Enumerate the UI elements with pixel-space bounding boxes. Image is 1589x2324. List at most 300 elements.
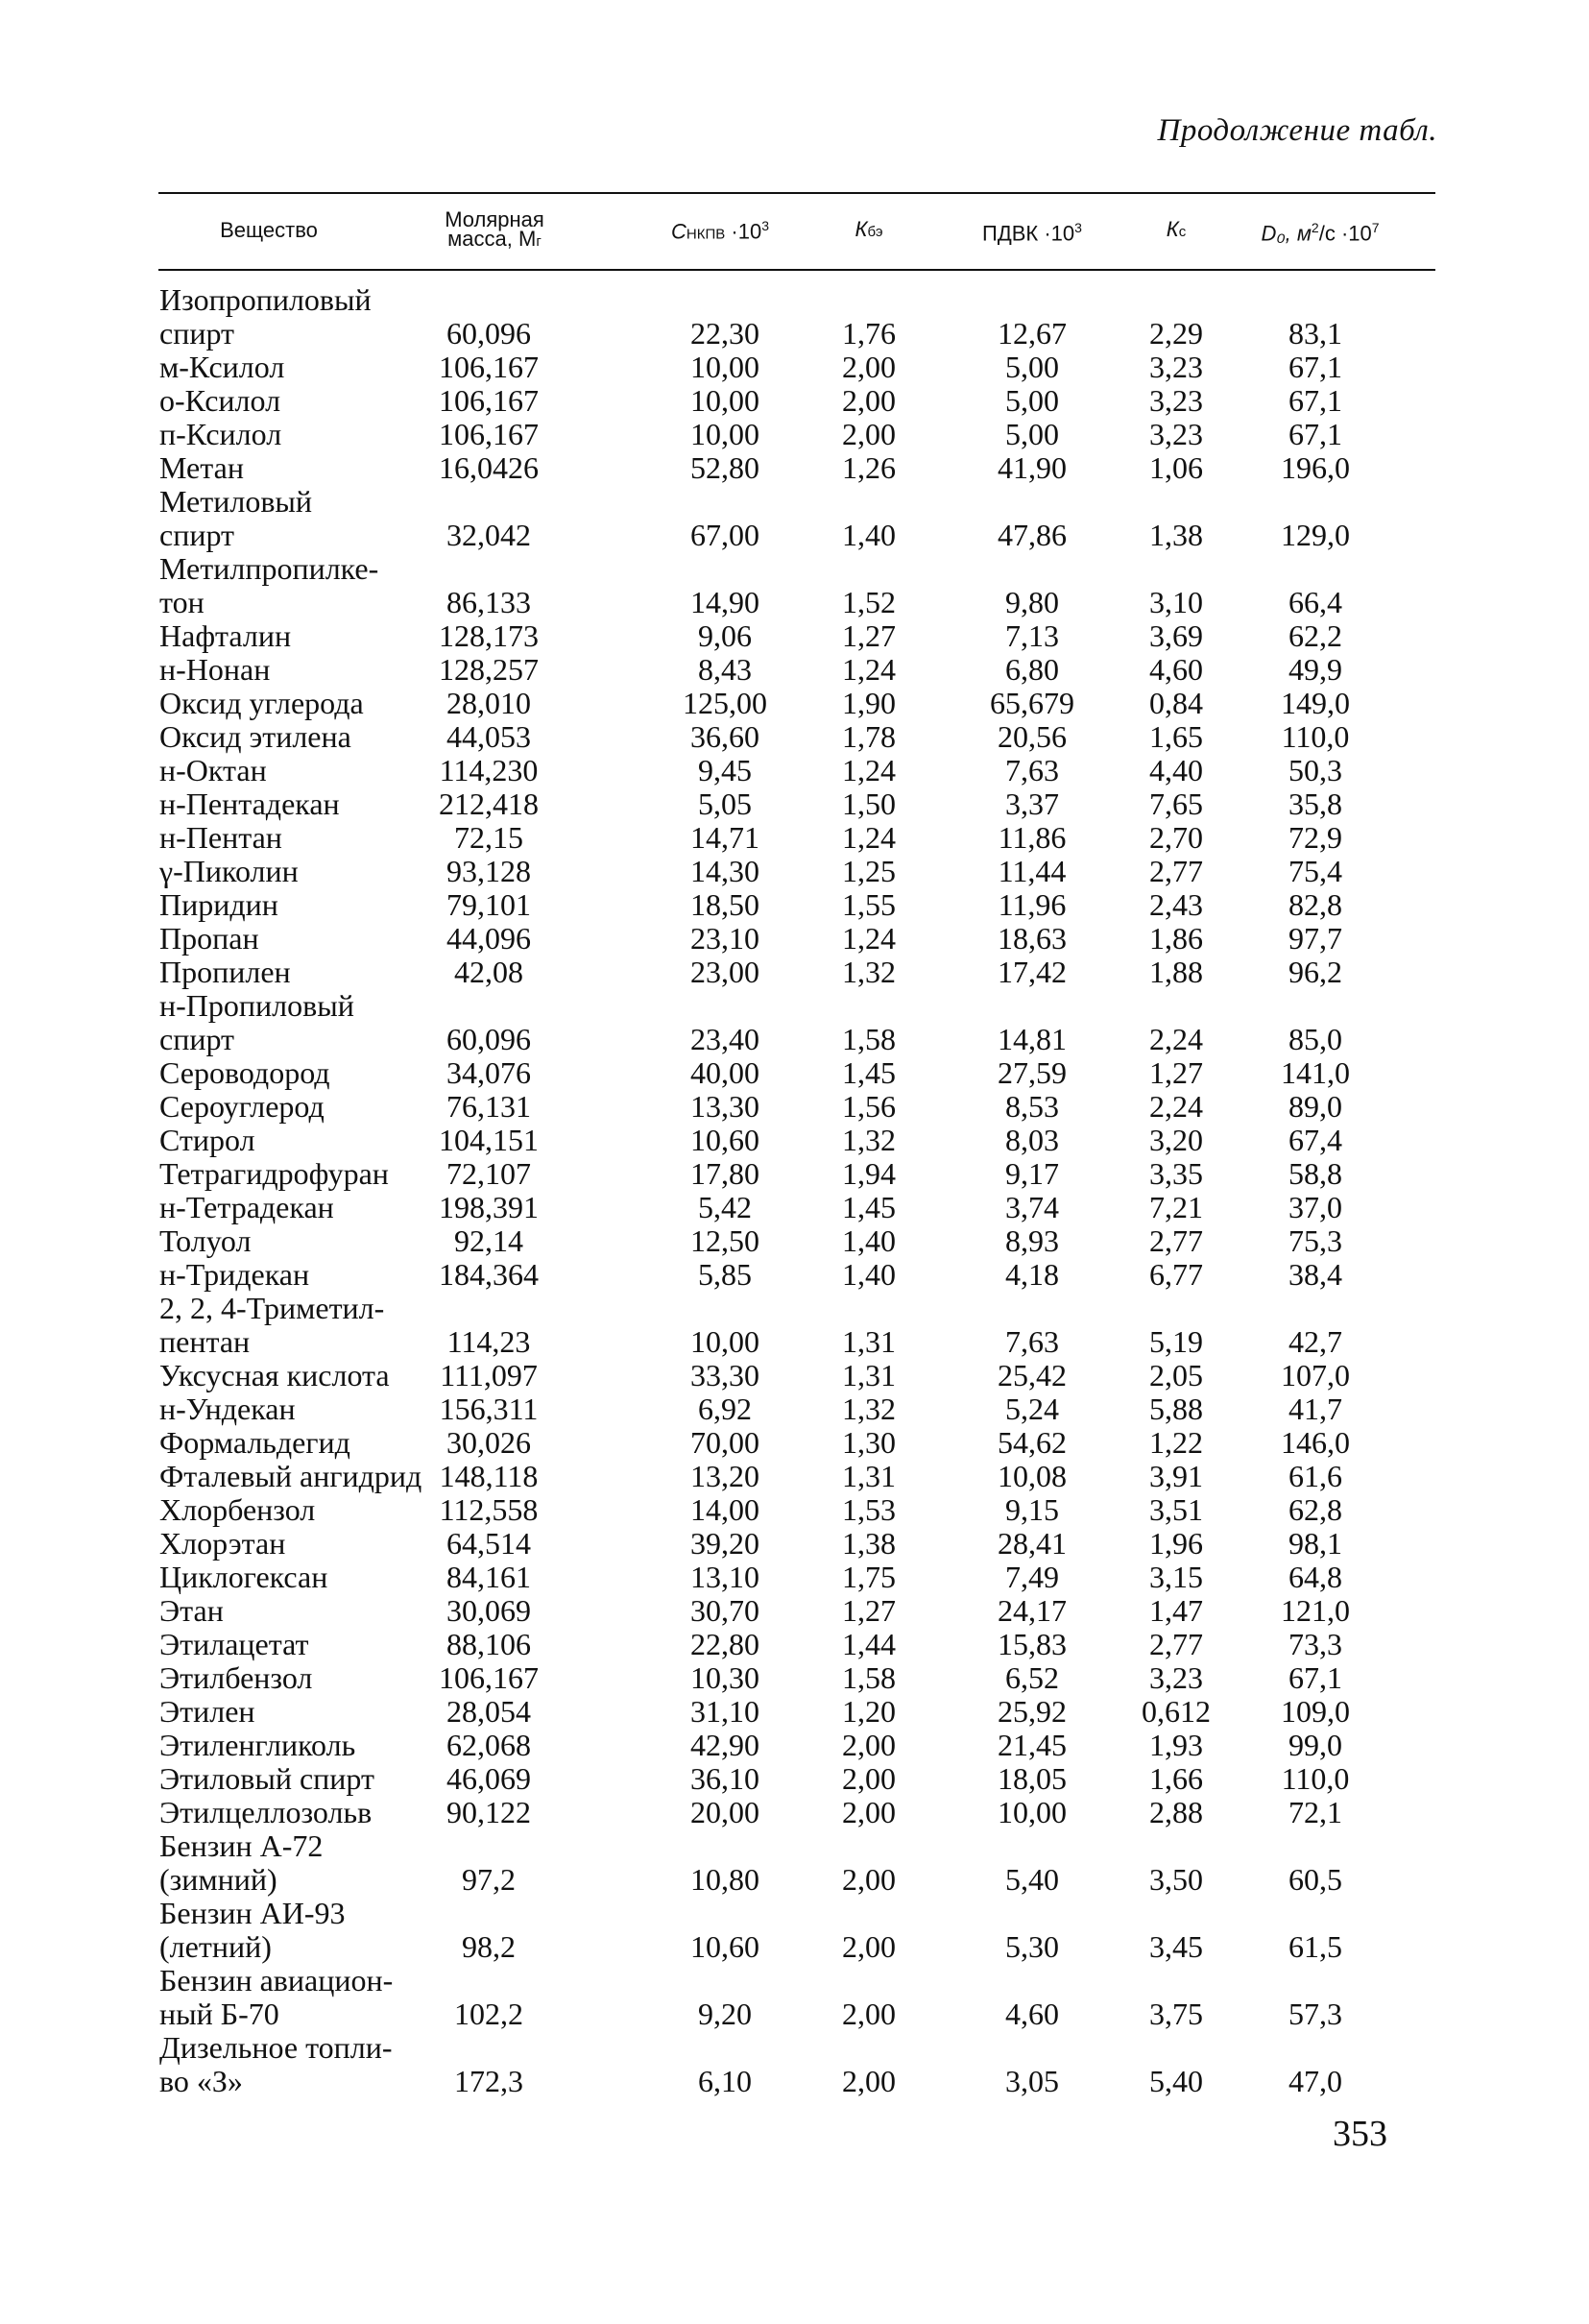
- value-cell: 1,24: [842, 753, 896, 787]
- value-cell: 2,00: [842, 383, 896, 418]
- value-cell: 23,40: [690, 1022, 759, 1056]
- table-row: [0, 821, 1589, 855]
- value-cell: 1,38: [842, 1526, 896, 1561]
- substance-name-cell: Метиловый: [159, 484, 313, 519]
- substance-name-cell: н-Октан: [159, 753, 267, 787]
- value-cell: 14,30: [690, 854, 759, 888]
- value-cell: 2,00: [842, 2064, 896, 2098]
- value-cell: 10,00: [690, 417, 759, 451]
- table-row: [0, 1056, 1589, 1090]
- value-cell: 1,27: [1149, 1055, 1203, 1090]
- value-cell: 9,45: [698, 753, 752, 787]
- table-row: [0, 418, 1589, 451]
- table-row: [0, 1729, 1589, 1762]
- value-cell: 16,0426: [439, 450, 539, 485]
- table-row: [0, 1023, 1589, 1056]
- value-cell: 114,23: [446, 1324, 531, 1359]
- value-cell: 97,7: [1288, 921, 1342, 956]
- value-cell: 106,167: [439, 383, 539, 418]
- value-cell: 1,75: [842, 1560, 896, 1594]
- value-cell: 72,1: [1288, 1795, 1342, 1829]
- value-cell: 23,10: [690, 921, 759, 956]
- substance-name-cell: Этилцеллозольв: [159, 1795, 373, 1829]
- value-cell: 3,23: [1149, 417, 1203, 451]
- substance-name-cell: н-Нонан: [159, 652, 271, 687]
- value-cell: 1,66: [1149, 1761, 1203, 1796]
- value-cell: 1,45: [842, 1190, 896, 1224]
- substance-name-cell: Метан: [159, 450, 244, 485]
- value-cell: 7,49: [1005, 1560, 1059, 1594]
- value-cell: 75,4: [1288, 854, 1342, 888]
- value-cell: 11,44: [998, 854, 1067, 888]
- substance-name-cell: о-Ксилол: [159, 383, 281, 418]
- value-cell: 12,67: [998, 316, 1067, 351]
- substance-name-cell: Бензин АИ-93: [159, 1896, 346, 1930]
- value-cell: 18,05: [998, 1761, 1067, 1796]
- value-cell: 128,257: [439, 652, 539, 687]
- value-cell: 5,05: [698, 787, 752, 821]
- value-cell: 64,514: [446, 1526, 531, 1561]
- value-cell: 2,24: [1149, 1089, 1203, 1124]
- substance-name-cell: Этан: [159, 1593, 224, 1628]
- value-cell: 1,40: [842, 1223, 896, 1258]
- substance-name-cell: спирт: [159, 518, 235, 552]
- table-row: [0, 1897, 1589, 1930]
- value-cell: 1,31: [842, 1459, 896, 1493]
- value-cell: 10,08: [998, 1459, 1067, 1493]
- value-cell: 14,00: [690, 1492, 759, 1527]
- value-cell: 9,80: [1005, 585, 1059, 619]
- value-cell: 5,40: [1149, 2064, 1203, 2098]
- substance-name-cell: Изопропиловый: [159, 282, 372, 317]
- value-cell: 5,19: [1149, 1324, 1203, 1359]
- table-header: [0, 192, 1589, 269]
- page-number: 353: [1333, 2114, 1387, 2154]
- value-cell: 58,8: [1288, 1156, 1342, 1191]
- value-cell: 1,27: [842, 1593, 896, 1628]
- value-cell: 31,10: [690, 1694, 759, 1729]
- value-cell: 12,50: [690, 1223, 759, 1258]
- value-cell: 97,2: [462, 1862, 516, 1897]
- value-cell: 10,00: [690, 1324, 759, 1359]
- table-row: [0, 956, 1589, 989]
- value-cell: 52,80: [690, 450, 759, 485]
- table-row: [0, 351, 1589, 384]
- value-cell: 62,068: [446, 1728, 531, 1762]
- value-cell: 2,70: [1149, 820, 1203, 855]
- value-cell: 11,96: [998, 887, 1067, 922]
- substance-name-cell: н-Ундекан: [159, 1392, 296, 1426]
- value-cell: 1,58: [842, 1022, 896, 1056]
- value-cell: 17,80: [690, 1156, 759, 1191]
- substance-name-cell: Метилпропилке-: [159, 551, 379, 586]
- value-cell: 1,32: [842, 1392, 896, 1426]
- header-pdvk-label: ПДВК $\cdot 10^3$: [982, 219, 1082, 246]
- value-cell: 0,612: [1142, 1694, 1211, 1729]
- value-cell: 41,90: [998, 450, 1067, 485]
- value-cell: 109,0: [1281, 1694, 1350, 1729]
- value-cell: 67,1: [1288, 1660, 1342, 1695]
- value-cell: 2,77: [1149, 1223, 1203, 1258]
- table-row: [0, 1863, 1589, 1897]
- value-cell: 30,026: [446, 1425, 531, 1460]
- value-cell: 7,13: [1005, 618, 1059, 653]
- value-cell: 2,00: [842, 1929, 896, 1964]
- table-row: [0, 317, 1589, 351]
- value-cell: 3,91: [1149, 1459, 1203, 1493]
- table-row: [0, 1460, 1589, 1493]
- value-cell: 22,30: [690, 316, 759, 351]
- value-cell: 1,52: [842, 585, 896, 619]
- value-cell: 1,47: [1149, 1593, 1203, 1628]
- value-cell: 30,069: [446, 1593, 531, 1628]
- value-cell: 5,00: [1005, 417, 1059, 451]
- value-cell: 67,00: [690, 518, 759, 552]
- table-row: [0, 1325, 1589, 1359]
- value-cell: 47,86: [998, 518, 1067, 552]
- substance-name-cell: Сероуглерод: [159, 1089, 325, 1124]
- value-cell: 1,24: [842, 652, 896, 687]
- header-c-nkpv-label: СНКПВ $\cdot 10^3$: [671, 218, 769, 244]
- value-cell: 3,50: [1149, 1862, 1203, 1897]
- value-cell: 67,4: [1288, 1123, 1342, 1157]
- value-cell: 128,173: [439, 618, 539, 653]
- substance-name-cell: Нафталин: [159, 618, 292, 653]
- value-cell: 198,391: [439, 1190, 539, 1224]
- value-cell: 14,90: [690, 585, 759, 619]
- value-cell: 129,0: [1281, 518, 1350, 552]
- substance-name-cell: Этилен: [159, 1694, 255, 1729]
- value-cell: 10,60: [690, 1929, 759, 1964]
- header-molar-mass: [422, 192, 566, 269]
- value-cell: 67,1: [1288, 350, 1342, 384]
- value-cell: 2,00: [842, 417, 896, 451]
- value-cell: 156,311: [439, 1392, 539, 1426]
- value-cell: 3,10: [1149, 585, 1203, 619]
- table-row: [0, 1661, 1589, 1695]
- substance-name-cell: н-Пентан: [159, 820, 282, 855]
- value-cell: 10,00: [690, 350, 759, 384]
- value-cell: 3,35: [1149, 1156, 1203, 1191]
- value-cell: 112,558: [439, 1492, 539, 1527]
- value-cell: 2,05: [1149, 1358, 1203, 1392]
- value-cell: 114,230: [439, 753, 539, 787]
- table-row: [0, 552, 1589, 586]
- table-row: [0, 1426, 1589, 1460]
- value-cell: 93,128: [446, 854, 531, 888]
- value-cell: 9,17: [1005, 1156, 1059, 1191]
- value-cell: 2,00: [842, 1997, 896, 2031]
- value-cell: 5,42: [698, 1190, 752, 1224]
- value-cell: 106,167: [439, 1660, 539, 1695]
- substance-name-cell: Фталевый ангидрид: [159, 1459, 422, 1493]
- value-cell: 141,0: [1281, 1055, 1350, 1090]
- value-cell: 5,00: [1005, 383, 1059, 418]
- table-row: [0, 989, 1589, 1023]
- header-k-c: [1128, 192, 1224, 269]
- value-cell: 41,7: [1288, 1392, 1342, 1426]
- substance-name-cell: Этиловый спирт: [159, 1761, 374, 1796]
- value-cell: 1,45: [842, 1055, 896, 1090]
- value-cell: 13,10: [690, 1560, 759, 1594]
- value-cell: 35,8: [1288, 787, 1342, 821]
- substance-name-cell: Уксусная кислота: [159, 1358, 390, 1392]
- header-molar-sub: г: [536, 232, 542, 250]
- value-cell: 7,65: [1149, 787, 1203, 821]
- table-row: [0, 451, 1589, 485]
- value-cell: 25,92: [998, 1694, 1067, 1729]
- value-cell: 3,74: [1005, 1190, 1059, 1224]
- header-c-nkpv: [634, 192, 807, 269]
- value-cell: 82,8: [1288, 887, 1342, 922]
- value-cell: 14,81: [998, 1022, 1067, 1056]
- value-cell: 46,069: [446, 1761, 531, 1796]
- table-row: [0, 1124, 1589, 1157]
- value-cell: 10,60: [690, 1123, 759, 1157]
- value-cell: 18,63: [998, 921, 1067, 956]
- value-cell: 3,23: [1149, 1660, 1203, 1695]
- value-cell: 1,90: [842, 686, 896, 720]
- substance-name-cell: м-Ксилол: [159, 350, 285, 384]
- value-cell: 1,20: [842, 1694, 896, 1729]
- value-cell: 70,00: [690, 1425, 759, 1460]
- value-cell: 36,60: [690, 719, 759, 754]
- value-cell: 75,3: [1288, 1223, 1342, 1258]
- value-cell: 1,38: [1149, 518, 1203, 552]
- value-cell: 72,9: [1288, 820, 1342, 855]
- value-cell: 107,0: [1281, 1358, 1350, 1392]
- value-cell: 42,7: [1288, 1324, 1342, 1359]
- value-cell: 2,00: [842, 1761, 896, 1796]
- value-cell: 10,30: [690, 1660, 759, 1695]
- value-cell: 37,0: [1288, 1190, 1342, 1224]
- value-cell: 98,2: [462, 1929, 516, 1964]
- value-cell: 65,679: [990, 686, 1074, 720]
- header-diffusion-label: D₀, $м^2/с \cdot 10^7$: [1261, 219, 1380, 246]
- value-cell: 72,107: [446, 1156, 531, 1191]
- value-cell: 1,78: [842, 719, 896, 754]
- value-cell: 67,1: [1288, 417, 1342, 451]
- value-cell: 10,00: [998, 1795, 1067, 1829]
- value-cell: 196,0: [1281, 450, 1350, 485]
- value-cell: 13,20: [690, 1459, 759, 1493]
- value-cell: 17,42: [998, 955, 1067, 989]
- value-cell: 8,03: [1005, 1123, 1059, 1157]
- table-row: [0, 687, 1589, 720]
- value-cell: 1,30: [842, 1425, 896, 1460]
- substance-name-cell: Бензин А-72: [159, 1828, 324, 1863]
- substance-name-cell: Формальдегид: [159, 1425, 350, 1460]
- value-cell: 47,0: [1288, 2064, 1342, 2098]
- value-cell: 83,1: [1288, 316, 1342, 351]
- value-cell: 1,53: [842, 1492, 896, 1527]
- value-cell: 39,20: [690, 1526, 759, 1561]
- table-row: [0, 1191, 1589, 1224]
- table-row: [0, 720, 1589, 754]
- table-row: [0, 1829, 1589, 1863]
- value-cell: 10,80: [690, 1862, 759, 1897]
- value-cell: 111,097: [440, 1358, 538, 1392]
- value-cell: 32,042: [446, 518, 531, 552]
- value-cell: 60,5: [1288, 1862, 1342, 1897]
- value-cell: 1,86: [1149, 921, 1203, 956]
- value-cell: 38,4: [1288, 1257, 1342, 1292]
- substance-name-cell: Оксид углерода: [159, 686, 364, 720]
- value-cell: 90,122: [446, 1795, 531, 1829]
- value-cell: 79,101: [446, 887, 531, 922]
- value-cell: 110,0: [1281, 1761, 1350, 1796]
- substance-name-cell: спирт: [159, 316, 235, 351]
- substance-name-cell: Пиридин: [159, 887, 278, 922]
- value-cell: 102,2: [454, 1997, 523, 2031]
- table-row: [0, 1359, 1589, 1392]
- substance-name-cell: н-Тридекан: [159, 1257, 310, 1292]
- value-cell: 149,0: [1281, 686, 1350, 720]
- value-cell: 184,364: [439, 1257, 539, 1292]
- value-cell: 9,15: [1005, 1492, 1059, 1527]
- value-cell: 1,32: [842, 955, 896, 989]
- value-cell: 3,20: [1149, 1123, 1203, 1157]
- value-cell: 64,8: [1288, 1560, 1342, 1594]
- table-row: [0, 1964, 1589, 1997]
- value-cell: 67,1: [1288, 383, 1342, 418]
- header-substance: [187, 192, 350, 269]
- value-cell: 2,43: [1149, 887, 1203, 922]
- substance-name-cell: н-Пропиловый: [159, 988, 354, 1023]
- value-cell: 76,131: [446, 1089, 531, 1124]
- value-cell: 6,80: [1005, 652, 1059, 687]
- value-cell: 1,76: [842, 316, 896, 351]
- value-cell: 92,14: [454, 1223, 523, 1258]
- table-row: [0, 619, 1589, 653]
- value-cell: 60,096: [446, 316, 531, 351]
- value-cell: 125,00: [683, 686, 767, 720]
- value-cell: 8,43: [698, 652, 752, 687]
- value-cell: 60,096: [446, 1022, 531, 1056]
- table-row: [0, 1224, 1589, 1258]
- value-cell: 3,15: [1149, 1560, 1203, 1594]
- table-row: [0, 787, 1589, 821]
- value-cell: 212,418: [439, 787, 539, 821]
- table-row: [0, 855, 1589, 888]
- value-cell: 1,88: [1149, 955, 1203, 989]
- value-cell: 121,0: [1281, 1593, 1350, 1628]
- value-cell: 1,27: [842, 618, 896, 653]
- value-cell: 2,00: [842, 1728, 896, 1762]
- header-diffusion: [1229, 192, 1411, 269]
- substance-name-cell: Стирол: [159, 1123, 255, 1157]
- value-cell: 5,30: [1005, 1929, 1059, 1964]
- table-body: [0, 283, 1589, 2098]
- value-cell: 20,56: [998, 719, 1067, 754]
- table-row: [0, 1695, 1589, 1729]
- value-cell: 110,0: [1281, 719, 1350, 754]
- substance-name-cell: Дизельное топли-: [159, 2030, 393, 2065]
- header-pdvk: [946, 192, 1119, 269]
- table-row: [0, 384, 1589, 418]
- value-cell: 1,25: [842, 854, 896, 888]
- value-cell: 7,21: [1149, 1190, 1203, 1224]
- header-substance-label: Вещество: [220, 218, 318, 242]
- value-cell: 7,63: [1005, 1324, 1059, 1359]
- value-cell: 3,51: [1149, 1492, 1203, 1527]
- substance-name-cell: Хлорэтан: [159, 1526, 286, 1561]
- value-cell: 1,32: [842, 1123, 896, 1157]
- value-cell: 148,118: [439, 1459, 539, 1493]
- value-cell: 1,44: [842, 1627, 896, 1661]
- value-cell: 5,85: [698, 1257, 752, 1292]
- table-row: [0, 1762, 1589, 1796]
- header-molar-line1: Молярная: [445, 206, 544, 231]
- substance-name-cell: тон: [159, 585, 205, 619]
- value-cell: 1,26: [842, 450, 896, 485]
- value-cell: 10,00: [690, 383, 759, 418]
- value-cell: 28,41: [998, 1526, 1067, 1561]
- substance-name-cell: Сероводород: [159, 1055, 330, 1090]
- value-cell: 1,24: [842, 820, 896, 855]
- table-continuation-caption: Продолжение табл.: [1157, 113, 1437, 148]
- table-row: [0, 485, 1589, 519]
- value-cell: 21,45: [998, 1728, 1067, 1762]
- value-cell: 42,08: [454, 955, 523, 989]
- table-row: [0, 1594, 1589, 1628]
- value-cell: 8,53: [1005, 1089, 1059, 1124]
- value-cell: 2,24: [1149, 1022, 1203, 1056]
- value-cell: 9,06: [698, 618, 752, 653]
- value-cell: 40,00: [690, 1055, 759, 1090]
- header-molar-line2: масса, Мг: [447, 226, 542, 251]
- table-row: [0, 1930, 1589, 1964]
- value-cell: 4,40: [1149, 753, 1203, 787]
- table-row: [0, 1527, 1589, 1561]
- substance-name-cell: Бензин авиацион-: [159, 1963, 394, 1997]
- value-cell: 5,24: [1005, 1392, 1059, 1426]
- substance-name-cell: Этилацетат: [159, 1627, 309, 1661]
- value-cell: 98,1: [1288, 1526, 1342, 1561]
- value-cell: 104,151: [439, 1123, 539, 1157]
- table-row: [0, 2031, 1589, 2065]
- substance-name-cell: н-Пентадекан: [159, 787, 340, 821]
- substance-name-cell: Пропан: [159, 921, 259, 956]
- value-cell: 3,23: [1149, 383, 1203, 418]
- value-cell: 23,00: [690, 955, 759, 989]
- value-cell: 1,55: [842, 887, 896, 922]
- table-row: [0, 1157, 1589, 1191]
- table-row: [0, 653, 1589, 687]
- value-cell: 4,60: [1005, 1997, 1059, 2031]
- table-row: [0, 586, 1589, 619]
- table-row: [0, 2065, 1589, 2098]
- table-row: [0, 1392, 1589, 1426]
- value-cell: 9,20: [698, 1997, 752, 2031]
- value-cell: 44,096: [446, 921, 531, 956]
- substance-name-cell: п-Ксилол: [159, 417, 282, 451]
- value-cell: 3,45: [1149, 1929, 1203, 1964]
- value-cell: 1,06: [1149, 450, 1203, 485]
- value-cell: 1,96: [1149, 1526, 1203, 1561]
- value-cell: 54,62: [998, 1425, 1067, 1460]
- value-cell: 3,75: [1149, 1997, 1203, 2031]
- value-cell: 2,77: [1149, 854, 1203, 888]
- substance-name-cell: во «З»: [159, 2064, 243, 2098]
- value-cell: 1,94: [842, 1156, 896, 1191]
- substance-name-cell: Циклогексан: [159, 1560, 328, 1594]
- header-k-be-label: Кбэ: [855, 216, 883, 241]
- substance-name-cell: Этиленгликоль: [159, 1728, 356, 1762]
- value-cell: 14,71: [690, 820, 759, 855]
- value-cell: 5,00: [1005, 350, 1059, 384]
- substance-name-cell: пентан: [159, 1324, 251, 1359]
